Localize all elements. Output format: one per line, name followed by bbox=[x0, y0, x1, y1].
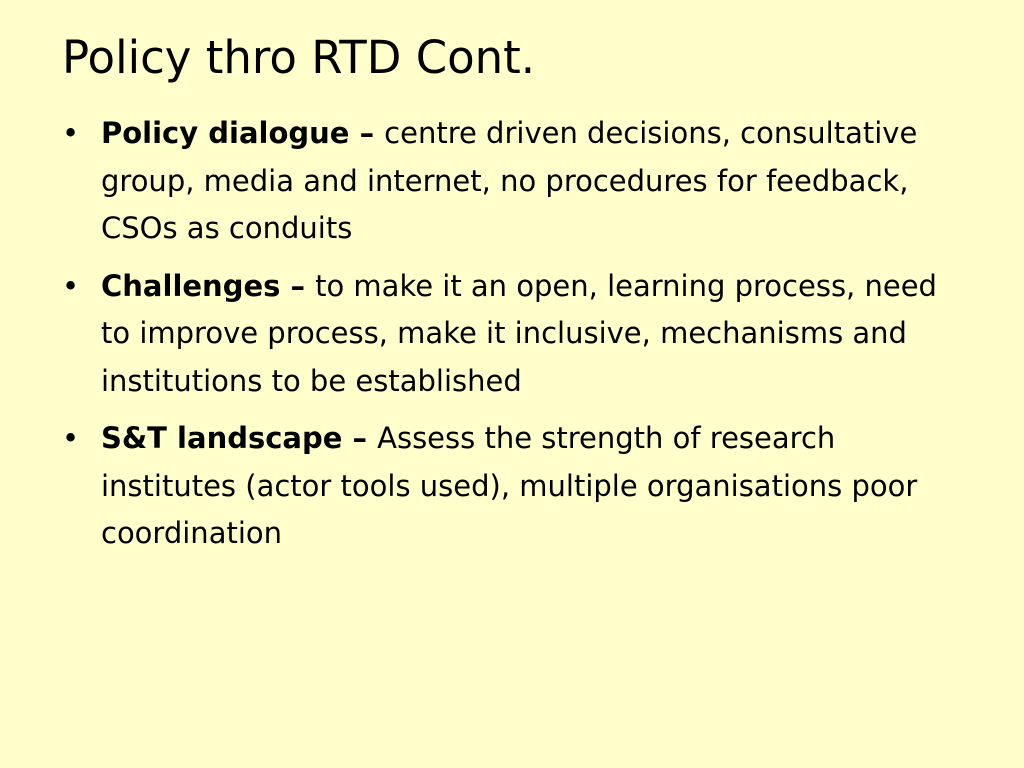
bullet-term: Challenges bbox=[101, 268, 281, 303]
bullet-icon: • bbox=[62, 116, 80, 150]
slide-title: Policy thro RTD Cont. bbox=[62, 31, 536, 84]
bullet-list bbox=[60, 110, 960, 568]
bullet-separator: – bbox=[342, 421, 378, 455]
bullet-separator: – bbox=[349, 116, 385, 150]
bullet-icon: • bbox=[62, 421, 80, 455]
bullet-term: S&T landscape bbox=[101, 421, 343, 455]
bullet-item-challenges bbox=[60, 263, 960, 406]
bullet-separator: – bbox=[280, 268, 316, 303]
bullet-item-policy-dialogue bbox=[60, 110, 960, 253]
bullet-icon: • bbox=[62, 268, 80, 303]
bullet-text: to make it an open, learning process, need to improve process, make it inclusive, mechanisms and institutions to be established bbox=[101, 268, 937, 398]
bullet-text: centre driven decisions, consultative group, media and internet, no procedures for feedback, CSOs as conduits bbox=[101, 116, 918, 245]
bullet-term: Policy dialogue bbox=[101, 116, 350, 150]
bullet-text: Assess the strength of research institutes (actor tools used), multiple organisations poor coordination bbox=[101, 421, 918, 550]
bullet-item-st-landscape bbox=[60, 415, 960, 558]
